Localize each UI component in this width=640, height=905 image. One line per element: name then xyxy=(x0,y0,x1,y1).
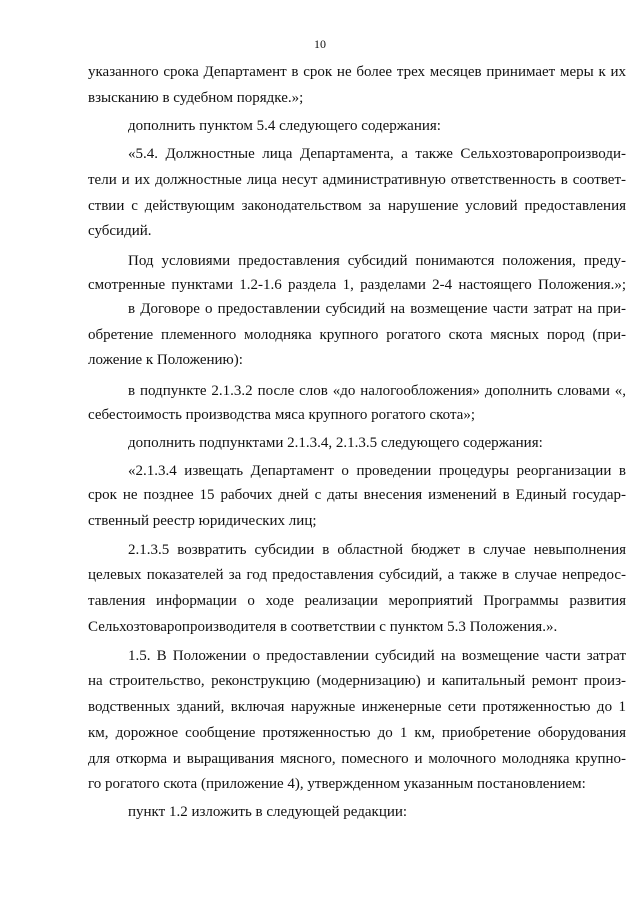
text-line: для откорма и выращивания мясного, помесного и молочного молодняка крупно- xyxy=(88,751,626,767)
text-line: ствии с действующим законодательством за нарушение условий предоставления xyxy=(88,198,626,214)
text-line: обретение племенного молодняка крупного рогатого скота мясных пород (при- xyxy=(88,327,626,343)
text-line: «2.1.3.4 извещать Департамент о проведении процедуры реорганизации в xyxy=(128,463,626,479)
text-line: дополнить подпунктами 2.1.3.4, 2.1.3.5 следующего содержания: xyxy=(128,435,543,451)
text-line: 1.5. В Положении о предоставлении субсидий на возмещение части затрат xyxy=(128,648,626,664)
text-line: водственных зданий, включая наружные инженерные сети протяженностью до 1 xyxy=(88,699,626,715)
page-number: 10 xyxy=(314,37,326,51)
text-line: ложение к Положению): xyxy=(88,352,243,368)
text-line: взысканию в судебном порядке.»; xyxy=(88,90,304,106)
text-line: дополнить пунктом 5.4 следующего содержания: xyxy=(128,118,441,134)
text-line: ственный реестр юридических лиц; xyxy=(88,513,317,529)
text-line: субсидий. xyxy=(88,223,152,239)
text-line: 2.1.3.5 возвратить субсидии в областной бюджет в случае невыполнения xyxy=(128,542,626,558)
text-line: Под условиями предоставления субсидий понимаются положения, преду- xyxy=(128,253,626,269)
text-line: на строительство, реконструкцию (модернизацию) и капитальный ремонт произ- xyxy=(88,673,626,689)
text-line: «5.4. Должностные лица Департамента, а также Сельхозтоваропроизводи- xyxy=(128,146,626,162)
text-line: себестоимость производства мяса крупного рогатого скота»; xyxy=(88,407,476,423)
text-line: в подпункте 2.1.3.2 после слов «до налогообложения» дополнить словами «, xyxy=(128,383,626,399)
text-line: смотренные пунктами 1.2-1.6 раздела 1, разделами 2-4 настоящего Положения.»; xyxy=(88,277,626,293)
text-line: срок не позднее 15 рабочих дней с даты внесения изменений в Единый государ- xyxy=(88,487,626,503)
text-line: го рогатого скота (приложение 4), утвержденном указанным постановлением: xyxy=(88,776,586,792)
text-line: пункт 1.2 изложить в следующей редакции: xyxy=(128,804,408,820)
text-line: тавления информации о ходе реализации мероприятий Программы развития xyxy=(88,593,626,609)
text-line: указанного срока Департамент в срок не более трех месяцев принимает меры к их xyxy=(88,64,626,80)
text-line: Сельхозтоваропроизводителя в соответствии с пунктом 5.3 Положения.». xyxy=(88,619,558,635)
text-line: км, дорожное сообщение протяженностью до 1 км, приобретение оборудования xyxy=(88,725,626,741)
text-line: тели и их должностные лица несут административную ответственность в соответ- xyxy=(88,172,626,188)
text-line: целевых показателей за год предоставления субсидий, а также в случае непредос- xyxy=(88,567,626,583)
text-line: в Договоре о предоставлении субсидий на возмещение части затрат на при- xyxy=(128,301,626,317)
